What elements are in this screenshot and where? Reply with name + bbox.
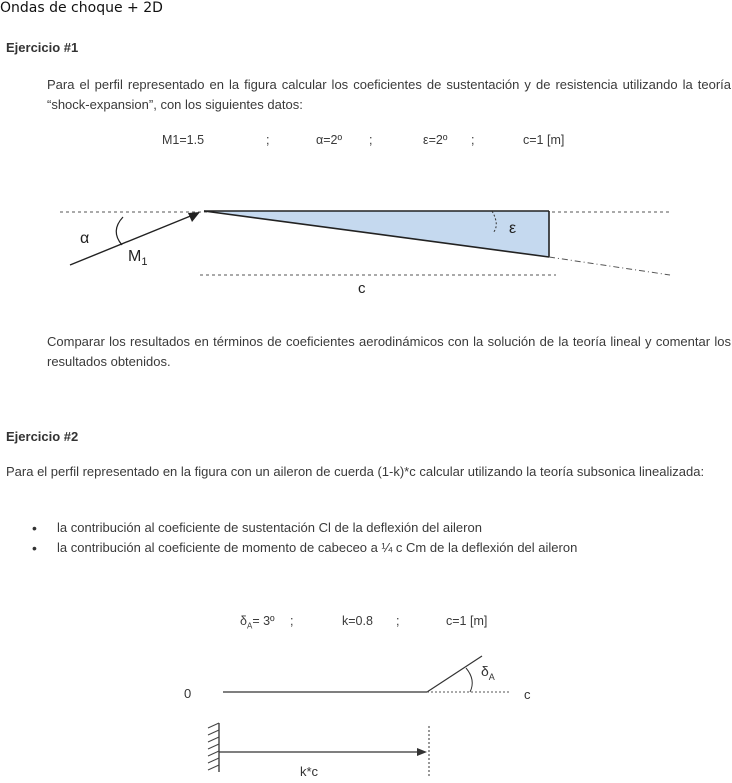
alpha-arc (116, 217, 123, 245)
delta-arc (466, 668, 472, 692)
exercise1-param-sep: ; (369, 133, 373, 147)
exercise1-param-sep: ; (266, 133, 270, 147)
lower-edge-extension (549, 257, 670, 275)
exercise2-figure (0, 648, 732, 783)
alpha-label: α (80, 230, 90, 247)
exercise2-param-chord: c=1 [m] (446, 614, 488, 628)
exercise2-param-delta: $\delta_A=$ 3º (240, 614, 275, 631)
exercise1-param-alpha: α=2º (316, 133, 343, 147)
chord-label: c (358, 280, 366, 297)
exercise2-intro: Para el perfil representado en la figura con un aileron de cuerda (1-k)*c calcular utilizando la teoría subsonica linealizada: (6, 464, 705, 479)
list-item: • la contribución al coeficiente de sustentación Cl de la deflexión del aileron (32, 518, 722, 538)
page-title: Ondas de choque + 2D (0, 0, 163, 16)
exercise1-param-chord: c=1 [m] (523, 133, 565, 147)
exercise1-param-epsilon: ε=2º (423, 133, 448, 147)
kc-label: k*c (300, 764, 319, 779)
exercise2-bullets (32, 518, 722, 558)
exercise1-compare: Comparar los resultados en términos de coeficientes aerodinámicos con la solución de la teoría lineal y comentar los resultados obtenidos. (47, 334, 731, 369)
exercise1-param-sep: ; (471, 133, 475, 147)
exercise2-param-k: k=0.8 (342, 614, 373, 628)
exercise2-title: Ejercicio #2 (6, 429, 79, 444)
trailing-edge-label: c (524, 687, 531, 702)
mach-label: $M_1$ (128, 248, 148, 268)
exercise1-figure (0, 195, 732, 300)
leading-edge-label: 0 (184, 686, 192, 701)
exercise1-param-mach: M1=1.5 (162, 133, 205, 147)
exercise2-param-sep: ; (290, 614, 294, 628)
exercise1-intro: Para el perfil representado en la figura calcular los coeficientes de sustentación y de resistencia utilizando la teoría “shock-expansion”, con los siguientes datos: (47, 77, 731, 112)
freestream-arrowhead (188, 212, 200, 222)
delta-label: $\delta_A$ (481, 663, 495, 682)
aileron-deflected (427, 656, 482, 692)
exercise1-title: Ejercicio #1 (6, 40, 79, 55)
exercise2-param-sep: ; (396, 614, 400, 628)
list-item: • la contribución al coeficiente de momento de cabeceo a ¼ c Cm de la deflexión del aileron (32, 538, 722, 558)
kc-arrowhead (417, 748, 427, 756)
wall-hatch (208, 723, 219, 770)
epsilon-label: ε (509, 220, 517, 237)
